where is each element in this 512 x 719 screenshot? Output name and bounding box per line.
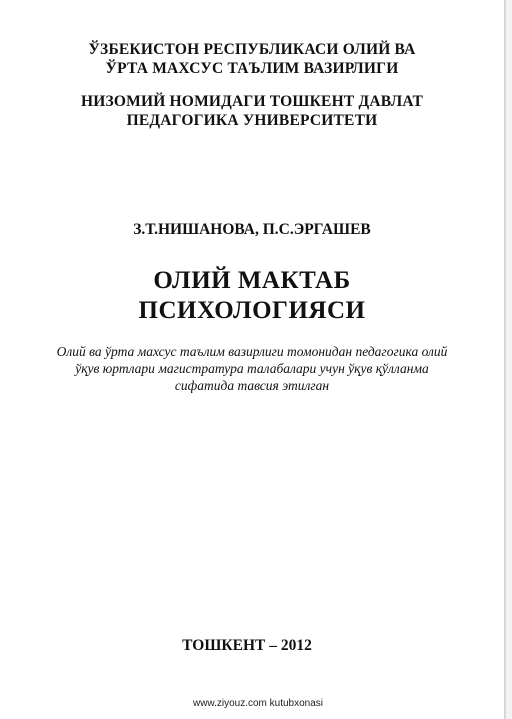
book-title: [0, 266, 504, 326]
ministry-heading-line-1: ЎЗБЕКИСТОН РЕСПУБЛИКАСИ ОЛИЙ ВА: [88, 41, 416, 58]
city-year: ТОШКЕНТ – 2012: [182, 637, 312, 654]
ministry-heading-line-2: ЎРТА МАХСУС ТАЪЛИМ ВАЗИРЛИГИ: [105, 60, 399, 77]
university-heading-line-2: ПЕДАГОГИКА УНИВЕРСИТЕТИ: [126, 112, 378, 129]
ministry-heading: [0, 40, 504, 78]
authors: З.Т.НИШАНОВА, П.С.ЭРГАШЕВ: [133, 221, 371, 238]
university-heading: [0, 92, 504, 130]
book-title-line-2: ПСИХОЛОГИЯСИ: [138, 297, 366, 324]
page-edge-margin: [506, 0, 512, 719]
approval-note-line-1: Олий ва ўрта махсус таълим вазирлиги томонидан педагогика олий: [56, 344, 448, 359]
approval-note-line-2: ўқув юртлари магистратура талабалари учун ўқув қўлланма: [75, 361, 429, 376]
university-heading-line-1: НИЗОМИЙ НОМИДАГИ ТОШКЕНТ ДАВЛАТ: [80, 93, 423, 110]
footer-source: www.ziyouz.com kutubxonasi: [192, 698, 324, 709]
book-title-line-1: ОЛИЙ МАКТАБ: [153, 267, 351, 294]
approval-note: [0, 343, 504, 394]
approval-note-line-3: сифатида тавсия этилган: [174, 378, 330, 393]
